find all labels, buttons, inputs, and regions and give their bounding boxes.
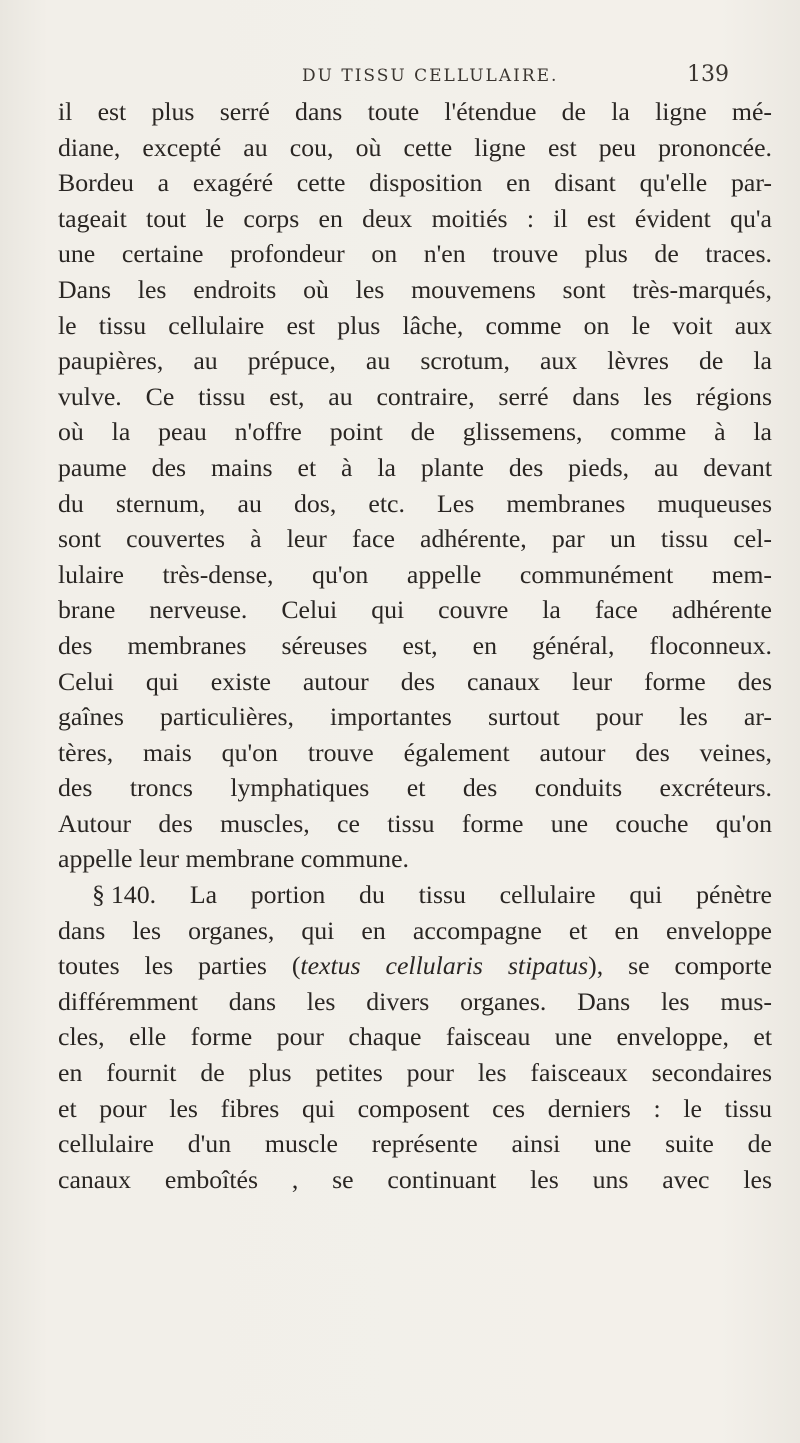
text-line: Celui qui existe autour des canaux leur forme des [58,666,772,696]
text-line: diane, excepté au cou, où cette ligne est peu prononcée. [58,132,772,162]
text-line: paume des mains et à la plante des pieds, au devant [58,452,772,482]
text-line: vulve. Ce tissu est, au contraire, serré dans les régions [58,381,772,411]
latin-term: textus cellularis stipatus [300,951,589,981]
latin-before: toutes les parties ( [58,951,301,981]
text-line: le tissu cellulaire est plus lâche, comme on le voit aux [58,310,772,340]
section-mark: § [92,880,105,910]
section-heading-line [58,877,772,913]
text-line: cles, elle forme pour chaque faisceau une enveloppe, et [58,1022,772,1052]
text-line: gaînes particulières, importantes surtout pour les ar- [58,702,772,732]
section-number: 140. [110,880,157,910]
text-line-latin [58,948,772,984]
section-140 [58,877,772,1197]
text-line: il est plus serré dans toute l'étendue de la ligne mé- [58,97,772,126]
text-line: différemment dans les divers organes. Dans les mus- [58,986,772,1016]
running-title: DU TISSU CELLULAIRE. [302,66,559,86]
text-line: Autour des muscles, ce tissu forme une couche qu'on [58,808,772,838]
text-line: des troncs lymphatiques et des conduits excréteurs. [58,773,772,803]
text-line: et pour les fibres qui composent ces derniers : le tissu [58,1093,772,1123]
latin-after: ), se comporte [588,951,772,981]
text-line: dans les organes, qui en accompagne et en enveloppe [58,915,772,945]
text-line: brane nerveuse. Celui qui couvre la face adhérente [58,595,772,625]
body-text [58,94,772,1197]
text-line: paupières, au prépuce, au scrotum, aux lèvres de la [58,346,772,376]
text-line: une certaine profondeur on n'en trouve plus de traces. [58,239,772,269]
text-line: Bordeu a exagéré cette disposition en disant qu'elle par- [58,168,772,198]
text-line: appelle leur membrane commune. [58,844,409,874]
section-first-line: La portion du tissu cellulaire qui pénètre [189,880,772,910]
page-number: 139 [687,62,729,87]
text-line: canaux emboîtés , se continuant les uns avec les [58,1164,772,1194]
text-line: où la peau n'offre point de glissemens, comme à la [58,417,772,447]
paragraph-1 [58,94,772,877]
running-head [0,62,800,96]
text-line: tageait tout le corps en deux moitiés : il est évident qu'a [58,203,772,233]
text-line: sont couvertes à leur face adhérente, par un tissu cel- [58,524,772,554]
text-line: tères, mais qu'on trouve également autour des veines, [58,737,772,767]
text-line: cellulaire d'un muscle représente ainsi une suite de [58,1129,772,1159]
text-line: en fournit de plus petites pour les faisceaux secondaires [58,1058,772,1088]
text-line: lulaire très-dense, qu'on appelle communément mem- [58,559,772,589]
text-line: des membranes séreuses est, en général, floconneux. [58,630,772,660]
text-line: du sternum, au dos, etc. Les membranes muqueuses [58,488,772,518]
text-line: Dans les endroits où les mouvemens sont très-marqués, [58,274,772,304]
